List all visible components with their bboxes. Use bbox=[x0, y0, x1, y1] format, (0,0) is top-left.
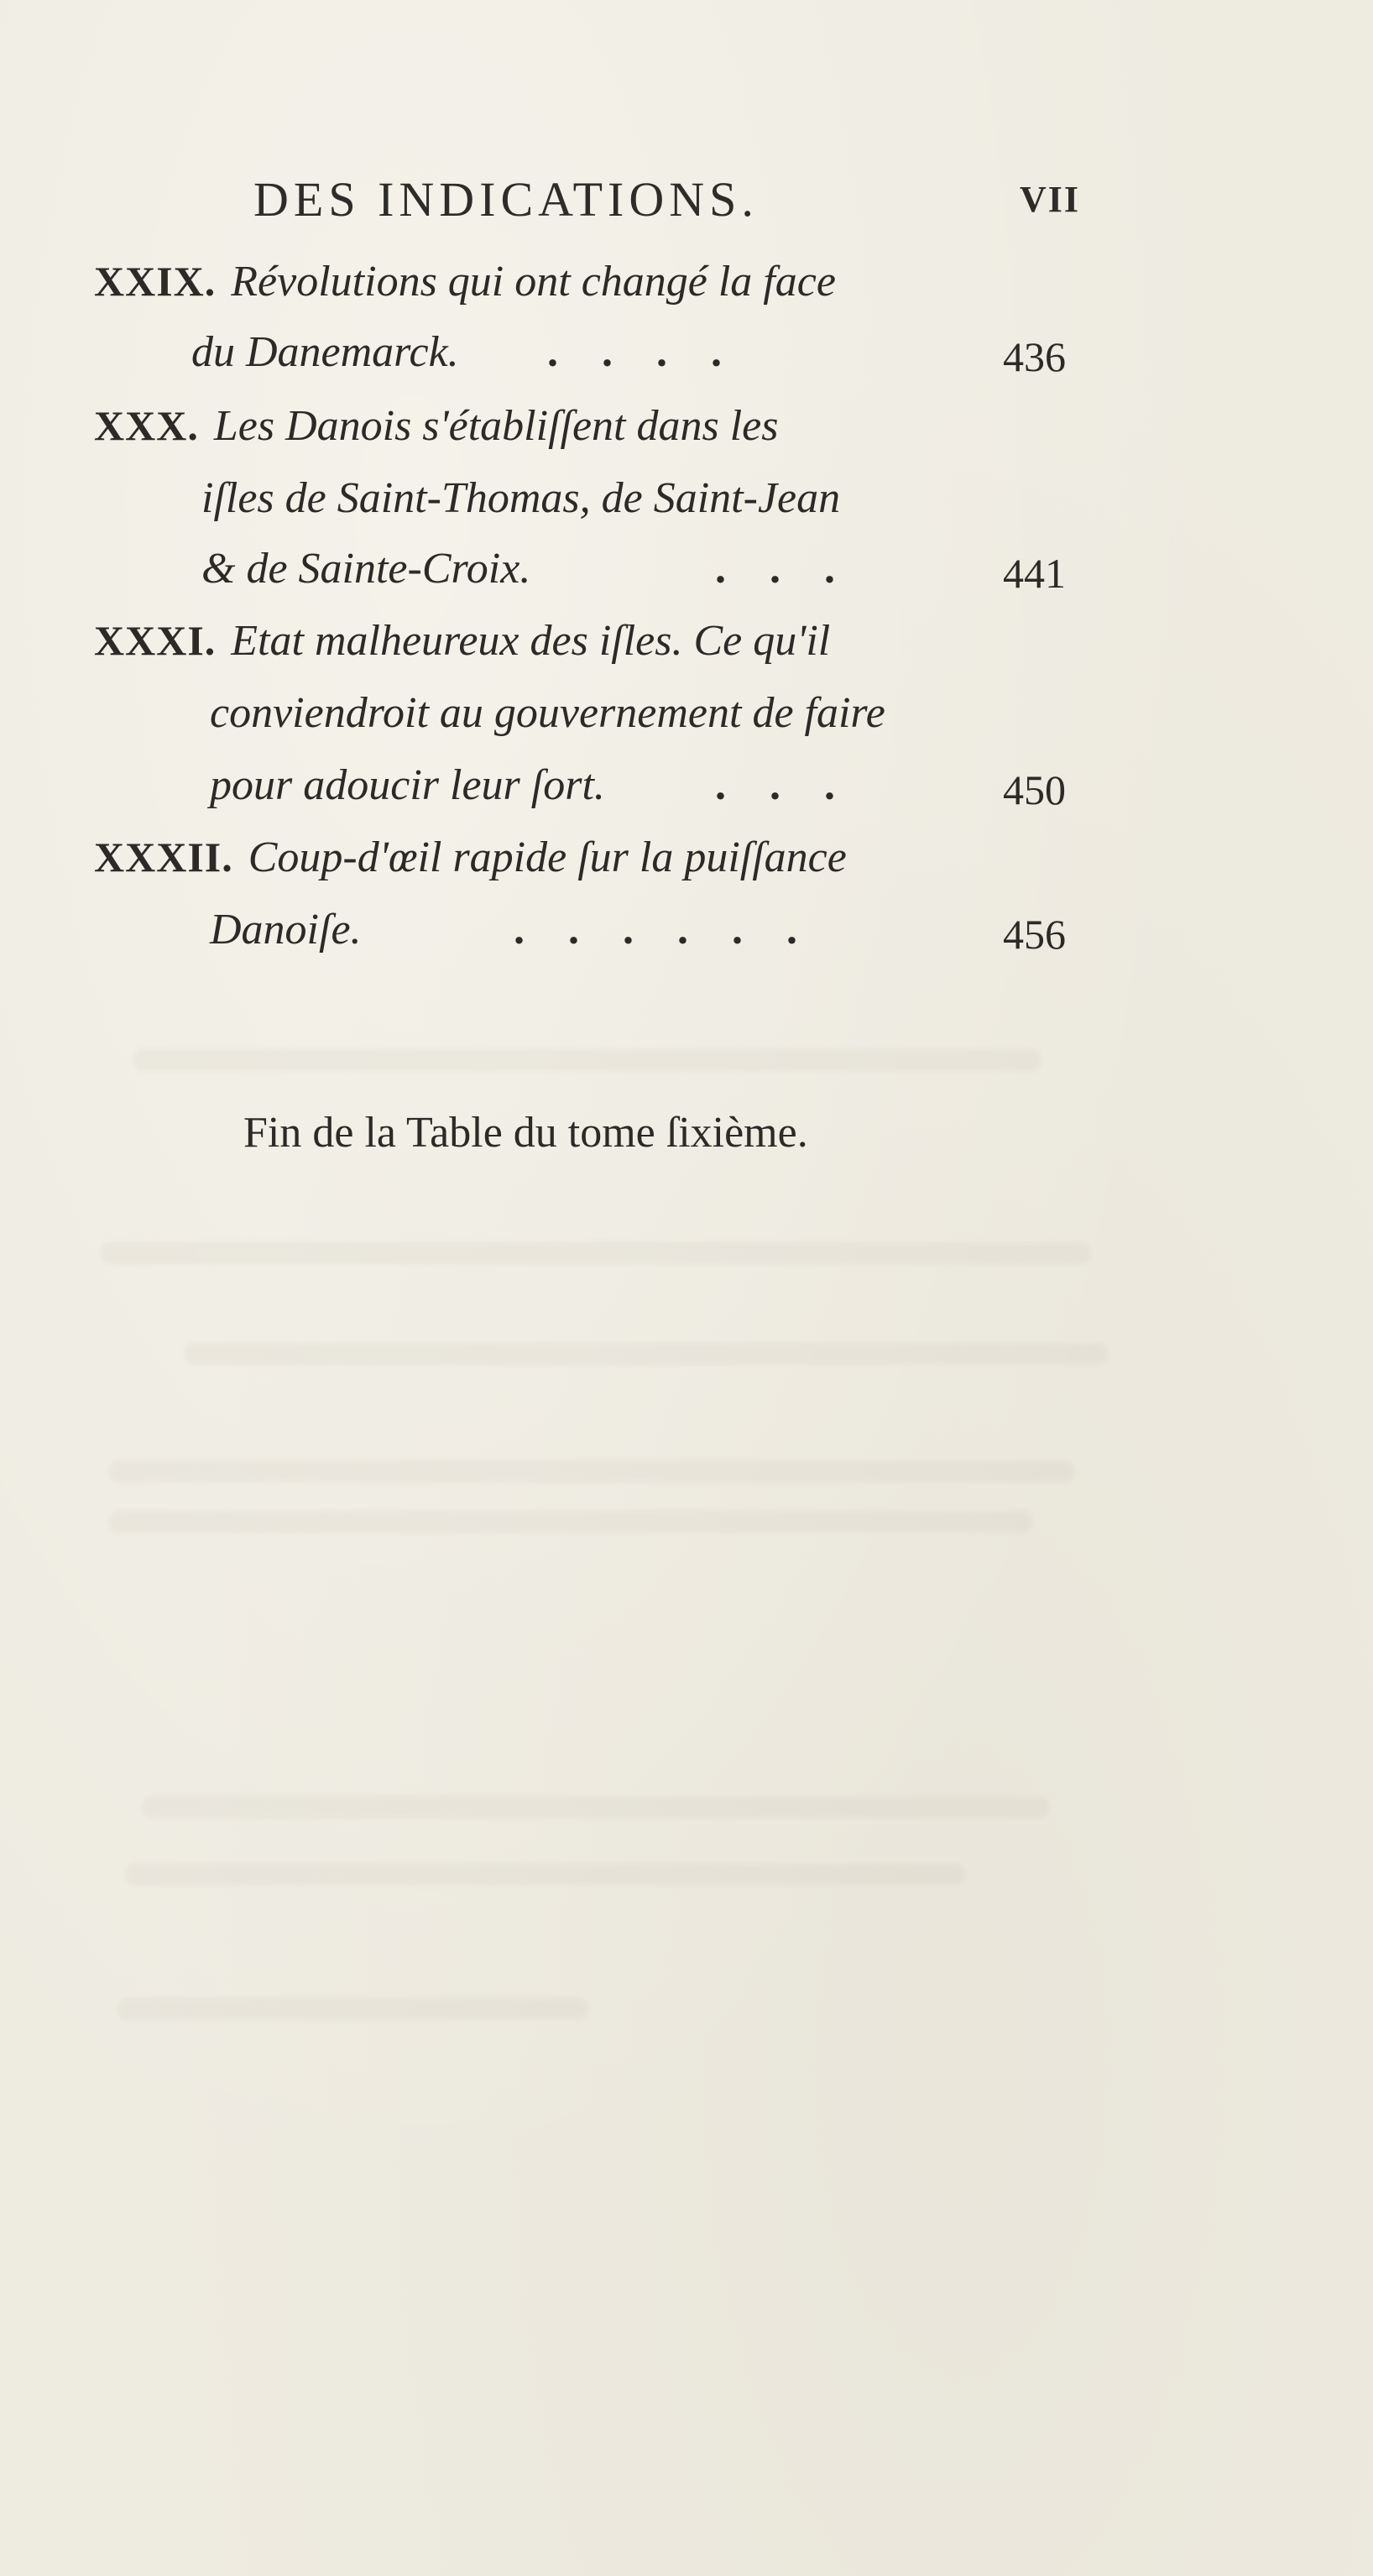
show-through-band bbox=[109, 1511, 1032, 1533]
show-through-band bbox=[109, 1460, 1074, 1482]
entry-title-line: du Danemarck. bbox=[191, 328, 459, 376]
table-end-note: Fin de la Table du tome ſixième. bbox=[243, 1109, 808, 1157]
show-through-band bbox=[134, 1049, 1041, 1071]
toc-entry-line bbox=[94, 833, 847, 891]
show-through-band bbox=[185, 1343, 1108, 1365]
dot-leader: .... bbox=[547, 328, 765, 376]
toc-entry-line bbox=[191, 327, 459, 386]
entry-title-line: Danoiſe. bbox=[210, 906, 362, 954]
toc-entry-line bbox=[210, 905, 362, 964]
chapter-numeral: XXIX. bbox=[94, 258, 217, 305]
dot-leader: ... bbox=[715, 545, 879, 593]
chapter-numeral: XXXI. bbox=[94, 617, 217, 664]
page-number: 450 bbox=[1003, 766, 1066, 813]
toc-entry-line bbox=[94, 257, 836, 316]
running-head bbox=[0, 171, 1373, 230]
page-number: 441 bbox=[1003, 550, 1066, 597]
entry-title-line: Etat malheureux des iſles. Ce qu'il bbox=[231, 617, 831, 665]
toc-entry-line bbox=[94, 401, 779, 460]
page-number: 456 bbox=[1003, 911, 1066, 958]
entry-title-line: conviendroit au gouvernement de faire bbox=[210, 689, 885, 737]
toc-entry-line bbox=[201, 544, 530, 603]
entry-title-line: Les Danois s'établiſſent dans les bbox=[213, 402, 779, 450]
running-head-title: DES INDICATIONS. bbox=[253, 172, 759, 227]
entry-title-line: pour adoucir leur ſort. bbox=[210, 761, 605, 809]
show-through-band bbox=[117, 1998, 587, 2020]
chapter-numeral: XXXII. bbox=[94, 833, 233, 880]
page-folio: VII bbox=[1020, 179, 1081, 220]
dot-leader: ... bbox=[715, 761, 879, 809]
show-through-band bbox=[143, 1796, 1049, 1818]
entry-title-line: Révolutions qui ont changé la face bbox=[231, 258, 836, 306]
toc-entry-line bbox=[210, 760, 605, 819]
entry-title-line: Coup-d'œil rapide ſur la puiſſance bbox=[248, 833, 847, 881]
toc-entry-line bbox=[201, 473, 840, 532]
chapter-numeral: XXX. bbox=[94, 402, 199, 449]
entry-title-line: iſles de Saint-Thomas, de Saint-Jean bbox=[201, 474, 841, 522]
show-through-band bbox=[126, 1863, 965, 1885]
show-through-band bbox=[101, 1242, 1091, 1264]
dot-leader: ...... bbox=[514, 906, 841, 954]
page-number: 436 bbox=[1003, 333, 1066, 380]
toc-entry-line bbox=[94, 616, 830, 675]
toc-entry-line bbox=[210, 688, 885, 747]
entry-title-line: & de Sainte-Croix. bbox=[201, 545, 531, 593]
